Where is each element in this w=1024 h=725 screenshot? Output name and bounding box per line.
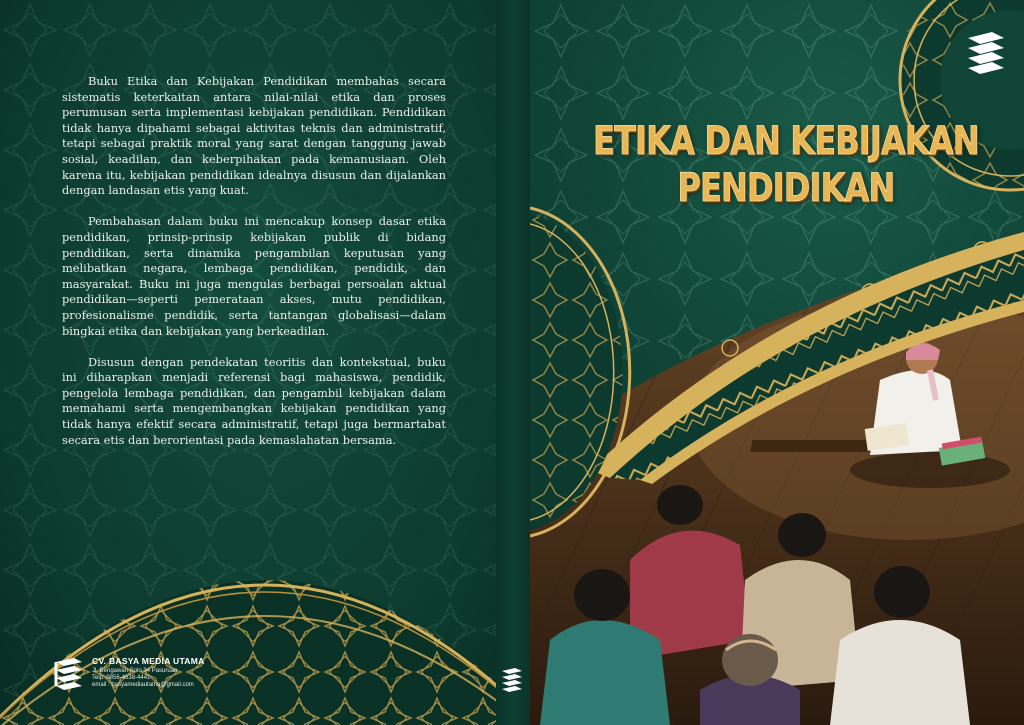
publisher-logo-icon — [52, 654, 86, 694]
publisher-address: Jl. Bengawan Solo 34 Pasuruan — [92, 668, 178, 674]
publisher-name: CV. BASYA MEDIA UTAMA — [92, 656, 205, 666]
publisher-block — [52, 654, 205, 694]
blurb-paragraph-3: Disusun dengan pendekatan teoritis dan kontekstual, buku ini diharapkan menjadi referensi bagi mahasiswa, pendidik, pengelola lembaga pendidikan, dan pengambil kebijakan dalam memahami serta mengembangkan kebijakan pendidikan yang tidak hanya efektif secara administratif, tetapi juga bermartabat secara etis dan berorientasi pada kemaslahatan bersama. — [62, 354, 446, 447]
cover-photograph — [530, 0, 1024, 725]
publisher-phone: Telp: 0856-4638-4441 — [92, 675, 151, 682]
front-logo-icon — [964, 28, 1008, 76]
publisher-email: email : basyamediautama@gmail.com — [92, 682, 194, 689]
blurb-paragraph-1: Buku Etika dan Kebijakan Pendidikan membahas secara sistematis keterkaitan antara nilai-nilai etika dan proses perumusan serta implementasi kebijakan pendidikan. Pendidikan tidak hanya dipahami sebagai aktivitas teknis dan administratif, tetapi sebagai praktik moral yang sarat dengan tanggung jawab sosial, keadilan, dan keberpihakan pada kemanusiaan. Oleh karena itu, kebijakan pendidikan idealnya disusun dan dijalankan dengan landasan etis yang kuat. — [62, 74, 446, 198]
spine-logo-icon — [500, 666, 524, 694]
front-cover — [530, 0, 1024, 725]
book-title-line-1: ETIKA DAN KEBIJAKAN — [593, 119, 979, 164]
book-spine — [496, 0, 530, 725]
blurb-paragraph-2: Pembahasan dalam buku ini mencakup konsep dasar etika pendidikan, prinsip-prinsip kebijakan publik di bidang pendidikan, serta dinamika pengambilan keputusan yang melibatkan negara, lembaga pendidikan, pendidik, dan masyarakat. Buku ini juga mengulas berbagai persoalan aktual pendidikan—seperti pemerataan akses, mutu pendidikan, profesionalisme pendidik, serta tantangan globalisasi—dalam bingkai etika dan kebijakan yang berkeadilan. — [62, 214, 446, 338]
book-title-line-2: PENDIDIKAN — [677, 166, 895, 211]
back-cover-blurb — [62, 74, 446, 464]
book-title — [583, 118, 988, 212]
